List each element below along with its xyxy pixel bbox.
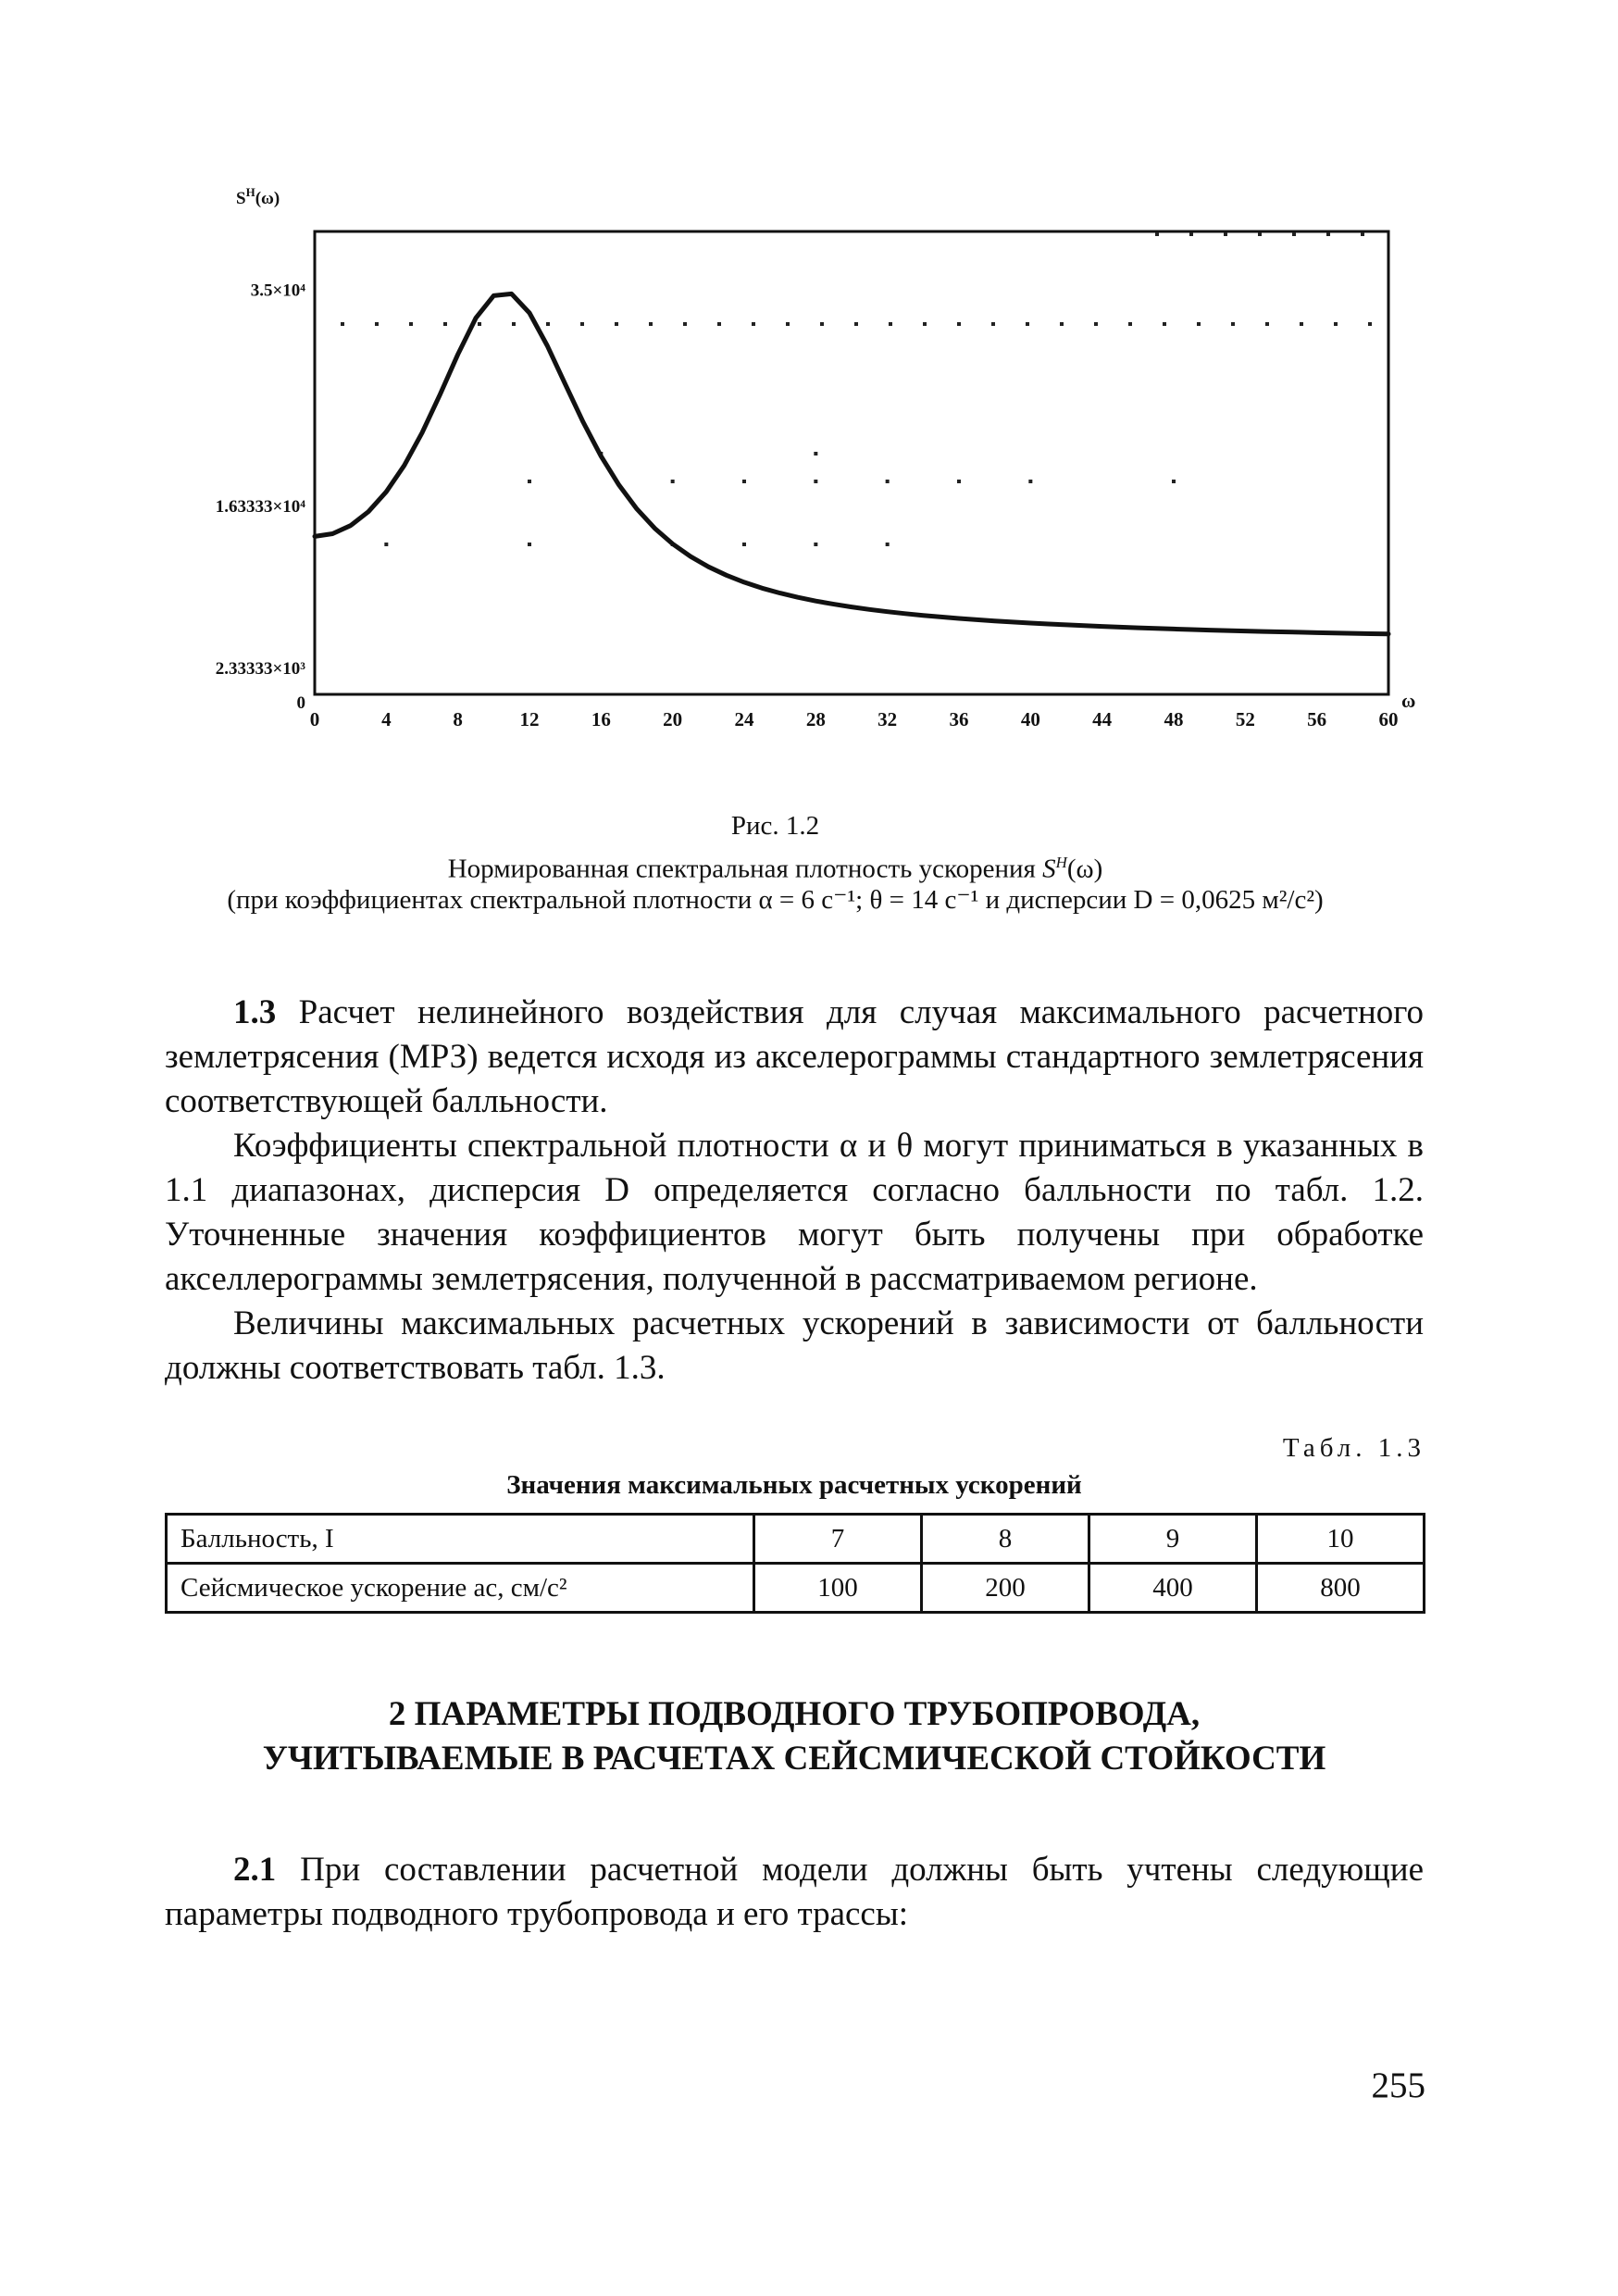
grid-dot [814, 543, 817, 546]
grid-dot [889, 322, 892, 326]
grid-dot [814, 480, 817, 483]
x-tick-label: 48 [1164, 708, 1184, 730]
x-axis-label: ω [1401, 690, 1416, 712]
grid-dot [1094, 322, 1098, 326]
x-tick-label: 24 [734, 708, 754, 730]
x-tick-label: 4 [381, 708, 392, 730]
grid-dot [814, 452, 817, 455]
grid-dot [1163, 322, 1166, 326]
grid-dot [443, 322, 447, 326]
grid-dot [1155, 232, 1159, 236]
table-cell: 100 [754, 1564, 922, 1613]
grid-dot [923, 322, 927, 326]
figure-parameters: (при коэффициентах спектральной плотности α = 6 с⁻¹; θ = 14 с⁻¹ и дисперсии D = 0,0625 м²/с²) [227, 885, 1324, 915]
x-tick-label: 12 [519, 708, 540, 730]
x-tick-label: 60 [1378, 708, 1399, 730]
y-tick-label: 2.33333×10³ [215, 658, 305, 679]
grid-dot [671, 480, 675, 483]
x-tick-label: 40 [1020, 708, 1040, 730]
grid-dot [1128, 322, 1132, 326]
grid-dot [1231, 322, 1235, 326]
grid-dot [1060, 322, 1064, 326]
y-tick-label: 3.5×10⁴ [250, 281, 305, 301]
table-cell: 8 [922, 1515, 1089, 1564]
figure-number: Рис. 1.2 [730, 811, 820, 841]
table-number: Табл. 1.3 [1282, 1433, 1425, 1463]
table-row [167, 1564, 1425, 1613]
grid-dot [786, 322, 790, 326]
grid-dot [854, 322, 858, 326]
grid-dot [1326, 232, 1330, 236]
acceleration-table [165, 1513, 1425, 1614]
spectral-density-chart [139, 176, 1453, 750]
grid-dot [742, 480, 746, 483]
y-axis-label: $S^H(\omega)$ [236, 185, 280, 208]
table-cell: 800 [1257, 1564, 1425, 1613]
y-tick-label: 0 [296, 693, 305, 713]
grid-dot [742, 543, 746, 546]
grid-dot [820, 322, 824, 326]
grid-dot [1368, 322, 1372, 326]
grid-dot [546, 322, 550, 326]
x-tick-label: 20 [663, 708, 683, 730]
grid-dot [1197, 322, 1201, 326]
grid-dot [1026, 322, 1029, 326]
grid-dot [409, 322, 413, 326]
grid-dot [1292, 232, 1296, 236]
grid-dot [1224, 232, 1227, 236]
grid-dot [1361, 232, 1364, 236]
grid-dot [1334, 322, 1338, 326]
plot-frame [315, 231, 1388, 694]
x-tick-label: 52 [1235, 708, 1255, 730]
series-line [315, 293, 1388, 633]
table-cell: 7 [754, 1515, 922, 1564]
x-tick-label: 44 [1092, 708, 1113, 730]
x-tick-label: 28 [805, 708, 826, 730]
grid-dot [1172, 480, 1176, 483]
grid-dot [384, 543, 388, 546]
grid [341, 232, 1372, 546]
grid-dot [1189, 232, 1193, 236]
table-cell: 9 [1089, 1515, 1257, 1564]
x-tick-label: 8 [453, 708, 463, 730]
paragraph-2-1: 2.1 При составлении расчетной модели должны быть учтены следующие параметры подводного трубопровода и его трассы: [165, 1851, 1424, 1933]
table-cell: 400 [1089, 1564, 1257, 1613]
grid-dot [1300, 322, 1303, 326]
paragraph-1-3: 1.3 Расчет нелинейного воздействия для случая максимального расчетного землетрясения (МРЗ) ведется исходя из акселерограммы стандартного землетрясения соответствующей балльности. [165, 993, 1424, 1120]
grid-dot [1258, 232, 1262, 236]
x-tick-label: 0 [309, 708, 320, 730]
grid-dot [957, 480, 961, 483]
grid-dot [512, 322, 516, 326]
table-cell: 10 [1257, 1515, 1425, 1564]
x-tick-label: 32 [877, 708, 898, 730]
x-tick-label: 56 [1307, 708, 1327, 730]
page-number: 255 [1371, 2065, 1425, 2105]
grid-dot [1265, 322, 1269, 326]
table-title: Значения максимальных расчетных ускорений [506, 1470, 1082, 1500]
grid-dot [1028, 480, 1032, 483]
x-tick-label: 16 [591, 708, 611, 730]
x-tick-label: 36 [949, 708, 969, 730]
grid-dot [991, 322, 995, 326]
grid-dot [615, 322, 618, 326]
grid-dot [375, 322, 379, 326]
grid-dot [717, 322, 721, 326]
grid-dot [528, 543, 531, 546]
grid-dot [886, 480, 890, 483]
grid-dot [752, 322, 755, 326]
row-header: Сейсмическое ускорение aс, см/с² [167, 1564, 754, 1613]
grid-dot [649, 322, 653, 326]
y-tick-label: 1.63333×10⁴ [215, 496, 305, 517]
section-heading-line-1: 2 ПАРАМЕТРЫ ПОДВОДНОГО ТРУБОПРОВОДА, [388, 1695, 1201, 1733]
paragraph-accelerations: Величины максимальных расчетных ускорений в зависимости от балльности должны соответствовать табл. 1.3. [165, 1304, 1424, 1387]
section-heading-line-2: УЧИТЫВАЕМЫЕ В РАСЧЕТАХ СЕЙСМИЧЕСКОЙ СТОЙКОСТИ [262, 1740, 1326, 1778]
grid-dot [528, 480, 531, 483]
row-header: Балльность, I [167, 1515, 754, 1564]
paragraph-coefficients: Коэффициенты спектральной плотности α и θ могут приниматься в указанных в 1.1 диапазонах, дисперсия D определяется согласно балльности по табл. 1.2. Уточненные значения коэффициентов могут быть получены при обработке акселлерограммы землетрясения, полученной в рассматриваемом регионе. [165, 1127, 1424, 1298]
figure-title: Нормированная спектральная плотность ускорения $S^H(\omega)$ [447, 854, 1103, 884]
grid-dot [683, 322, 687, 326]
grid-dot [886, 543, 890, 546]
grid-dot [580, 322, 584, 326]
table-row [167, 1515, 1425, 1564]
grid-dot [341, 322, 344, 326]
grid-dot [957, 322, 961, 326]
grid-dot [478, 322, 481, 326]
table-cell: 200 [922, 1564, 1089, 1613]
